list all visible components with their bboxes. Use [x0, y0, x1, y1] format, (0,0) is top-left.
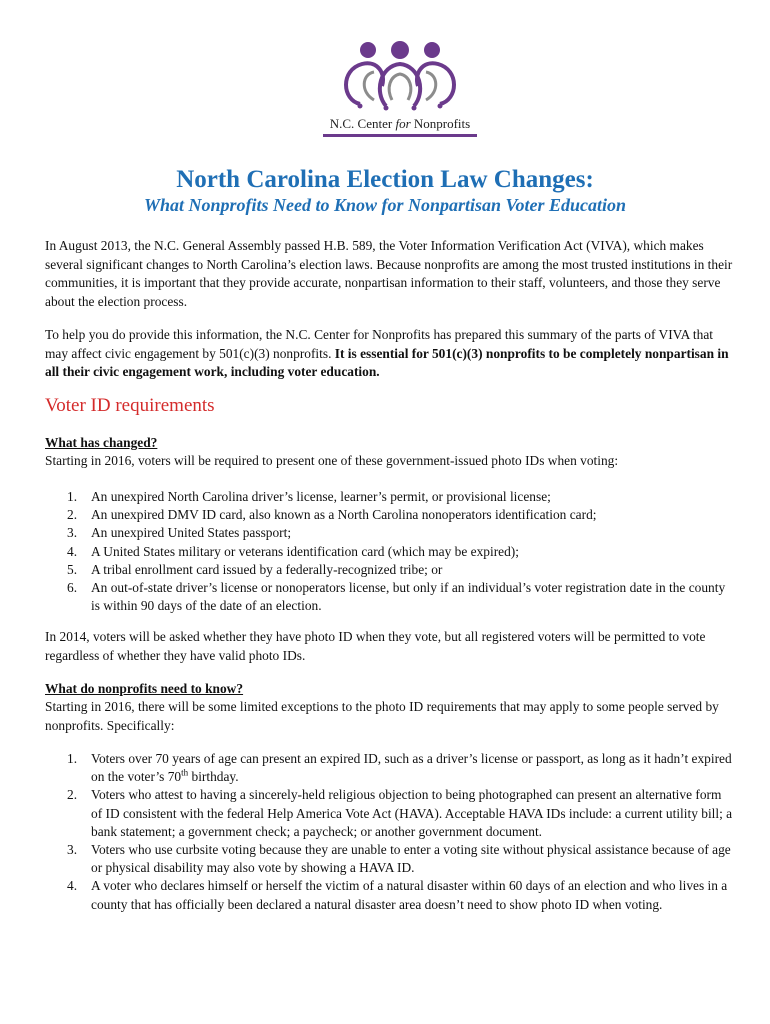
list-item: 1. Voters over 70 years of age can present an expired ID, such as a driver’s license or passport, as long as it hadn’t expired on the voter’s 70th birthday. [67, 751, 732, 785]
logo-text-plain: N.C. Center [329, 116, 396, 131]
list-item: 3. Voters who use curbsite voting because they are unable to enter a voting site without physical assistance because of age or physical disability may also vote by showing a HAVA ID. [67, 842, 731, 876]
list-item: 1. An unexpired North Carolina driver’s license, learner’s permit, or provisional license; [67, 489, 551, 504]
what-changed-heading: What has changed? [45, 435, 158, 450]
list-item: 4. A voter who declares himself or herself the victim of a natural disaster within 60 days of an election and who lives in a county that has officially been declared a natural disaster area doesn’t need to show photo ID when voting. [67, 878, 728, 912]
list-item: 6. An out-of-state driver’s license or nonoperators license, but only if an individual’s voter registration date in the county is within 90 days of the date of an election. [67, 580, 726, 614]
nc-center-nonprofits-logo [320, 40, 480, 146]
list-item: 2. Voters who attest to having a sincerely-held religious objection to being photographed can present an alternative form of ID consistent with the federal Help America Vote Act (HAVA). Acceptable HAVA IDs include: a current utility bill; a bank statement; a government check; a paycheck; or another government document. [67, 787, 733, 839]
what-changed-lead: Starting in 2016, voters will be required to present one of these government-issued photo IDs when voting: [45, 453, 619, 468]
section-heading-voter-id: Voter ID requirements [45, 395, 215, 416]
logo-text-italic: for [395, 116, 411, 131]
page-subtitle: What Nonprofits Need to Know for Nonpartisan Voter Education [143, 195, 627, 215]
intro-2-emphasis: It is essential for 501(c)(3) nonprofits to be completely nonpartisan in all their civic engagement work, including voter education. [45, 345, 729, 379]
what-to-know-lead: Starting in 2016, there will be some limited exceptions to the photo ID requirements that may apply to some people served by nonprofits. Specifically: [45, 699, 719, 733]
page-title: North Carolina Election Law Changes: [176, 166, 594, 193]
intro-paragraph-1: In August 2013, the N.C. General Assembly passed H.B. 589, the Voter Information Verification Act (VIVA), which makes several significant changes to North Carolina’s election laws. Because nonprofits are among the most trusted institutions in their communities, it is important that they provide accurate, nonpartisan information to their staff, volunteers, and those they serve about the election process. [45, 238, 733, 309]
note-2014-paragraph: In 2014, voters will be asked whether they have photo ID when they vote, but all registered voters will be permitted to vote regardless of whether they have valid photo IDs. [45, 629, 706, 663]
list-item: 4. A United States military or veterans identification card (which may be expired); [67, 543, 519, 559]
people-logo-icon [330, 40, 470, 116]
logo-divider [323, 134, 477, 137]
intro-paragraph-2 [45, 326, 735, 382]
list-item: 5. A tribal enrollment card issued by a federally-recognized tribe; or [67, 561, 443, 577]
list-item: 3. An unexpired United States passport; [67, 525, 292, 541]
logo-text-end: Nonprofits [410, 116, 471, 131]
logo-text [320, 116, 480, 132]
list-item: 2. An unexpired DMV ID card, also known as a North Carolina nonoperators identification card; [67, 507, 597, 523]
what-to-know-heading: What do nonprofits need to know? [45, 681, 244, 696]
intro-2-text: To help you do provide this information, the N.C. Center for Nonprofits has prepared this summary of the parts of VIVA that may affect civic engagement by 501(c)(3) nonprofits. [45, 327, 713, 361]
exceptions-list [45, 750, 735, 914]
photo-id-list [45, 488, 735, 615]
